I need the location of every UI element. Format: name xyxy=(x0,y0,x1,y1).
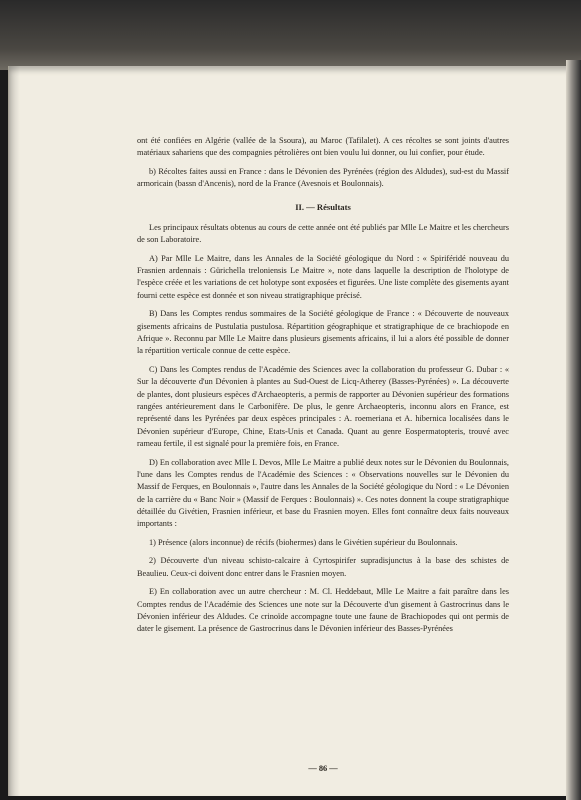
paragraph-e: E) En collaboration avec un autre chercheur : M. Cl. Heddebaut, Mlle Le Maitre a fait paraître dans les Comptes rendus de l'Académie des Sciences une note sur la Découverte d'un gisement à Gastrocrinus dans le Dévonien inférieur des Aldudes. Ce crinoïde accompagne toute une faune de Brachiopodes qui ont permis de dater le gisement. La présence de Gastrocrinus dans le Dévonien inférieur des Basses-Pyrénées xyxy=(137,587,509,634)
paragraph-d-2: 2) Découverte d'un niveau schisto-calcaire à Cyrtospirifer supradisjunctus à la base des schistes de Beaulieu. Ceux-ci doivent donc entrer dans le Frasnien moyen. xyxy=(137,556,509,578)
paragraph-results-intro: Les principaux résultats obtenus au cours de cette année ont été publiés par Mlle Le Maitre et les chercheurs de son Laboratoire. xyxy=(137,222,509,245)
paragraph-b: b) Récoltes faites aussi en France : dans le Dévonien des Pyrénées (région des Aldudes), sud-est du Massif armoricain (bassn d'Ancenis), nord de la France (Avesnois et Boulonnais). xyxy=(137,166,509,189)
section-heading: II. — Résultats xyxy=(295,201,351,212)
paragraph-b-results: B) Dans les Comptes rendus sommaires de la Société géologique de France : « Découverte de nouveaux gisements africains de Pustulatia pustulosa. Répartition géographique et stratigraphique de ce brachiopode en Afrique ». Reconnu par Mlle Le Maitre dans plusieurs gisements africains, il lui a alors été possible de donner la répartition verticale connue de cette espèce. xyxy=(137,309,509,356)
page-body xyxy=(137,135,509,642)
paragraph-a: A) Par Mlle Le Maitre, dans les Annales de la Société géologique du Nord : « Spiriféridé nouveau du Frasnien ardennais : Gürichella treloniensis Le Maitre », note dans laquelle la description de l'holotype de l'espèce créée et les variations de cet holotype sont exposées et figurées. Une liste complète des gisements ayant fourni cette espèce est donnée et son niveau stratigraphique précisé. xyxy=(137,253,509,300)
paragraph-c: C) Dans les Comptes rendus de l'Académie des Sciences avec la collaboration du professeur G. Dubar : « Sur la découverte d'un Dévonien à plantes au Sud-Ouest de Licq-Atherey (Basses-Pyrénées) ». La découverte de plantes, dont plusieurs espèces d'Archaeopteris, a permis de rapporter au Dévonien supérieur des formations rangées antérieurement dans le Carbonifère. De plus, le genre Archaeopteris, inconnu alors en France, est représenté dans les Pyrénées par deux espèces principales : A. roemeriana et A. hibernica localisées dans le Dévonien supérieur d'Europe, Chine, Etats-Unis et Canada. Quant au genre Eospermatopteris, trouvé avec rameau fertile, il est signalé pour la première fois, en France. xyxy=(137,364,509,448)
paragraph-intro: ont été confiées en Algérie (vallée de la Ssoura), au Maroc (Tafilalet). A ces récoltes se sont joints d'autres matériaux sahariens que des compagnies pétrolières ont bien voulu lui donner, ou lui confier, pour étude. xyxy=(137,136,509,158)
paragraph-d-1: 1) Présence (alors inconnue) de récifs (biohermes) dans le Givétien supérieur du Boulonnais. xyxy=(149,537,458,547)
page-number: — 86 — xyxy=(308,764,338,773)
scan-background xyxy=(0,0,581,70)
page-edge xyxy=(566,60,581,800)
page-gutter-shadow xyxy=(8,66,20,796)
paragraph-d: D) En collaboration avec Mlle I. Devos, Mlle Le Maitre a publié deux notes sur le Dévonien du Boulonnais, l'une dans les Comptes rendus de l'Académie des Sciences : « Observations nouvelles sur le Dévonien du Massif de Ferques, en Boulonnais », l'autre dans les Annales de la Société géologique du Nord : « Le Dévonien de la carrière du « Banc Noir » (Massif de Ferques : Boulonnais) ». Ces notes donnent la coupe stratigraphique détaillée du Givétien, Frasnien inférieur, et base du Frasnien moyen. Elles font connaître deux faits nouveaux importants : xyxy=(137,457,509,529)
